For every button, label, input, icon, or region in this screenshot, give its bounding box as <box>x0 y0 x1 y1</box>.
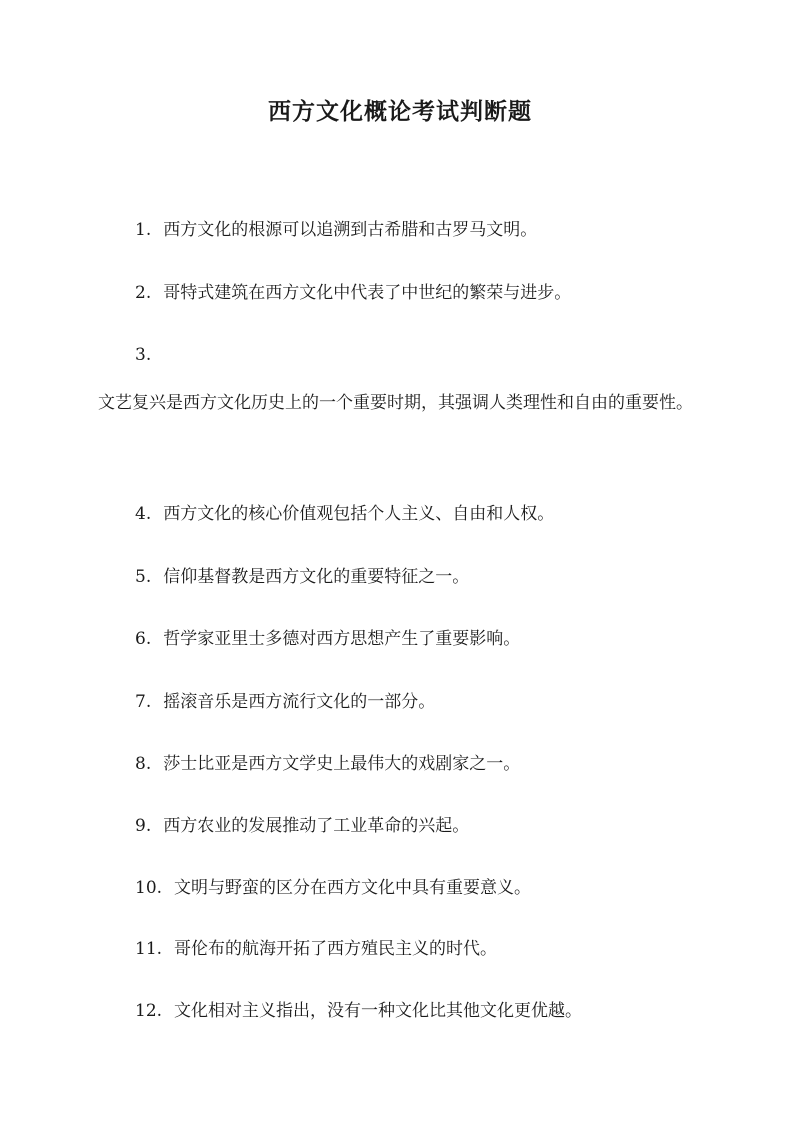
question-10 <box>135 874 710 902</box>
question-text: 西方文化的根源可以追溯到古希腊和古罗马文明。 <box>163 220 538 240</box>
question-6 <box>135 625 710 653</box>
question-number: 8. <box>135 754 152 774</box>
question-text: 信仰基督教是西方文化的重要特征之一。 <box>163 567 470 587</box>
question-7 <box>135 688 710 716</box>
question-text: 西方农业的发展推动了工业革命的兴起。 <box>163 816 470 836</box>
question-number: 12. <box>135 1001 163 1021</box>
question-number: 1. <box>135 220 152 240</box>
question-number: 3. <box>135 345 152 365</box>
question-5 <box>135 563 710 591</box>
question-text: 哥特式建筑在西方文化中代表了中世纪的繁荣与进步。 <box>163 283 572 303</box>
question-text: 文化相对主义指出，没有一种文化比其他文化更优越。 <box>174 1001 583 1021</box>
question-12 <box>135 997 710 1025</box>
question-text: 文艺复兴是西方文化历史上的一个重要时期，其强调人类理性和自由的重要性。 <box>98 393 693 413</box>
question-text: 莎士比亚是西方文学史上最伟大的戏剧家之一。 <box>163 754 521 774</box>
question-text: 西方文化的核心价值观包括个人主义、自由和人权。 <box>163 504 555 524</box>
question-4 <box>135 500 710 528</box>
page-title: 西方文化概论考试判断题 <box>268 98 532 125</box>
question-text: 哲学家亚里士多德对西方思想产生了重要影响。 <box>163 629 521 649</box>
question-3-number-line <box>135 341 710 369</box>
question-number: 6. <box>135 629 152 649</box>
question-text: 摇滚音乐是西方流行文化的一部分。 <box>163 692 436 712</box>
question-8 <box>135 750 710 778</box>
question-number: 9. <box>135 816 152 836</box>
question-number: 10. <box>135 878 163 898</box>
question-2 <box>135 279 710 307</box>
question-number: 5. <box>135 567 152 587</box>
question-number: 4. <box>135 504 152 524</box>
question-9 <box>135 812 710 840</box>
question-text: 文明与野蛮的区分在西方文化中具有重要意义。 <box>174 878 532 898</box>
question-number: 11. <box>135 939 163 959</box>
question-11 <box>135 935 710 963</box>
question-1 <box>135 216 710 244</box>
question-number: 2. <box>135 283 152 303</box>
question-text: 哥伦布的航海开拓了西方殖民主义的时代。 <box>174 939 498 959</box>
question-3-text-block <box>98 380 708 427</box>
question-number: 7. <box>135 692 152 712</box>
